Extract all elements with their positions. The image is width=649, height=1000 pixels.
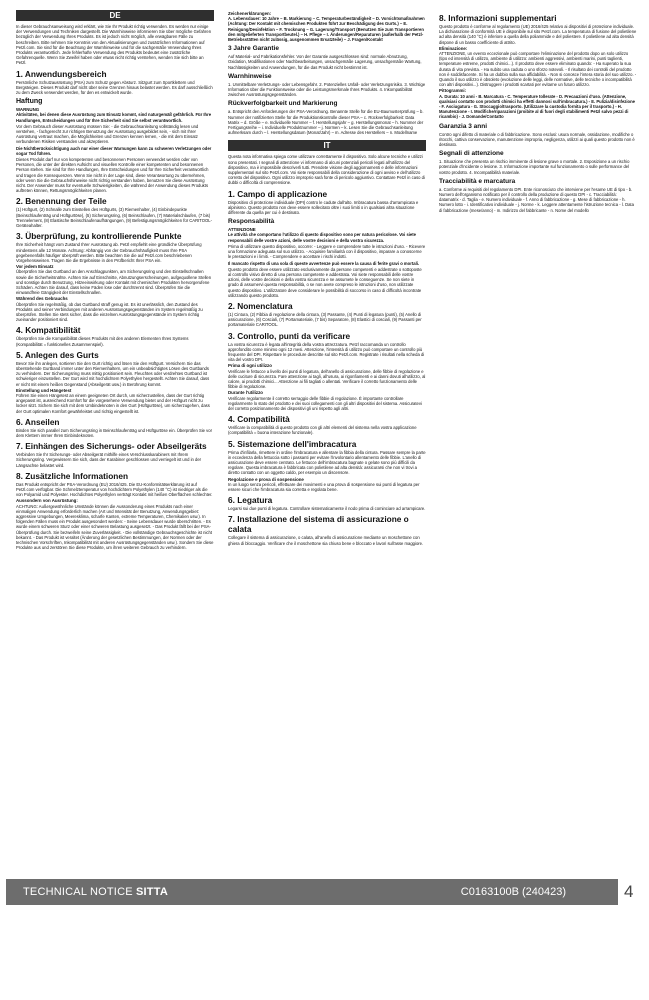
subsection-title: Eliminazione: — [439, 45, 468, 51]
document-title — [23, 886, 168, 899]
subsection-title: Prima di ogni utilizzo — [228, 363, 272, 369]
section-text: 1. Situazione che presenta un rischio imminente di lesione grave o mortale. 2. Esposizione a un rischio potenziale d'incidente o lesione. 3. Informazione importante sul funzionamento o sulle performance del vostro prodotto. 4. Incompatibilità materiale. — [439, 159, 630, 175]
section-text: a. Conforme ai requisiti del regolamento DPI. Ente riconosciuto che interviene per l'esame UE di tipo - b. Numero dell'organismo notificato per il controllo della produzione di questo DPI - c. Tracciabilità: datamatrix - d. Taglia - e. Numero individuale - f. Anno di fabbricazione - g. Mese di fabbricazione - h. Numero lotto - i. Identificativo individuale - j. Norme - k. Leggere attentamente l'istruzione tecnica - l. Data di fabbricazione (mese/anno) - m. Indirizzo del fabbricante - n. Nome del modello — [439, 186, 634, 213]
section-text: Überprüfen Sie die Kompatibilität dieses Produkts mit den anderen Elementen Ihres Systems (Kompatibilität = funktionelles Zusammenspiel). — [16, 336, 189, 347]
section-text: Verificare le fettucce a livello dei punti di legatura, dell'anello di assicurazione, delle fibbie di regolazione e delle cuciture di sicurezza. Fare attenzione ai tagli, all'usura, ai rigonfiamenti e ai danni dovuti all'utilizzo, al calore, ai prodotti chimici... Attenzione ai fili tagliati o allentati. Verificare il corretto funzionamento delle fibbie di regolazione. — [228, 368, 426, 390]
section-text: Verificare la compatibilità di questo prodotto con gli altri elementi del sistema nella vostra applicazione (compatibilità = buona interazione funzionale). — [228, 425, 417, 436]
subsection-title: Vor jedem Einsatz — [16, 264, 54, 270]
warning-text: Die Nichtberücksichtigung auch nur einer dieser Warnungen kann zu schweren Verletzungen oder sogar Tod führen. — [16, 145, 212, 156]
section-text: Collegare il sistema di assicurazione, o calata, all'anello di assicurazione mediante un moschettone con ghiera di bloccaggio. Verificare che il moschettone sia chiuso bene e bloccato e lavori sull'asse maggiore. — [228, 535, 424, 546]
section-title: 8. Informazioni supplementari — [439, 13, 557, 23]
subsection-title: 3 Jahre Garantie — [228, 45, 279, 53]
intro-text: Questa nota informativa spiega come utilizzare correttamente il dispositivo. Solo alcune tecniche e utilizzi sono presentati. I segnali di attenzione vi informano di alcuni potenziali pericoli legati all'utilizzo del dispositivo, ma è impossibile descriverli tutti. Prendete visione degli aggiornamenti e delle informazioni supplementari sul sito Petzl.com. Voi siete responsabili della considerazione di ogni avviso e dell'utilizzo corretto del dispositivo. Ogni utilizzo improprio sarà fonte di pericolo aggiuntivo. Contattare Petzl in caso di dubbi o difficoltà di comprensione. — [228, 154, 425, 186]
page-number: 4 — [624, 882, 634, 901]
section-text: Überprüfen Sie das Gurtband an den Anschlagpunkten, am Sicherungsring und den Einstellschnallen sowie die Sicherheitsnähte. Achten Sie auf Einschnitte, Abnutzungserscheinungen, aufgequollene Stellen und sonstige durch Benutzung, Hitzeeinwirkung oder Kontakt mit chemischen Produkten hervorgerufene Schäden. Achten Sie darauf, dass keine Fäden lose oder durchtrennt sind. Überprüfen Sie die einwandfreie Gängigkeit der Einstellschnallen. — [16, 269, 212, 296]
section-text: Ihre Sicherheit hängt vom Zustand Ihrer Ausrüstung ab. Petzl empfiehlt eine gründliche Überprüfung mindestens alle 12 Monate. Achtung: Abhängig von der Gebrauchshäufigkeit muss Ihre PSA gegebenenfalls häufiger überprüft werden. Bitte beachten Sie die auf Petzl.com beschriebenen Vorgehensweisen. Tragen Sie die Ergebnisse in den Prüfbericht Ihrer PSA ein. — [16, 242, 202, 263]
subsection-title: Segnali di attenzione — [439, 150, 504, 158]
section-title: 4. Kompatibilität — [16, 325, 81, 336]
section-text: 1. Unmittelbare Verletzungs- oder Lebensgefahr. 2. Potenzielles Unfall- oder Verletzungsrisiko. 3. Wichtige Information über die Funktionsweise oder die Leistungsmerkmale Ihres Produkts. 4. Inkompatibilität zwischen Ausrüstungsgegenständen. — [228, 81, 426, 98]
section-text: Überprüfen Sie regelmäßig, ob das Gurtband straff genug ist. Es ist unerlässlich, den Zustand des Produkts und seiner Verbindungen mit anderen Ausrüstungsgegenständen im System regelmäßig zu überprüfen. Stellen Sie stets sicher, dass die einzelnen Ausrüstungsgegenstände im System richtig zueinander positioniert sind. — [16, 301, 203, 323]
section-text: A. Durata: 10 anni - B. Marcatura - C. Temperature tollerate - D. Precauzioni d'uso. (Attenzione, qualsiasi contatto con prodotti chimici ha effetti dannosi sull'imbracatura.) - E. Pulizia/disinfezione - F. Asciugatura - G. Stoccaggio/trasporto. (Utilizzare la custodia fornita per il trasporto.) - H. Manutenzione - I. Modifiche/riparazioni (proibite al di fuori degli stabilimenti Petzl salvo pezzi di ricambio) - J. Domande/Contatto — [439, 93, 635, 120]
section-text: Binden Sie sich parallel zum Sicherungsring in Beinschlaufenträg und Hüftgurtöse ein. Überprüfen Sie vor dem Klettern immer Ihren Einbindeknoten. — [16, 427, 212, 438]
section-text: Auf Material- und Fabrikationsfehler. Von der Garantie ausgeschlossen sind: normale Abnutzung, Oxidation, Modifikationen oder Nachbearbeitungen, unsachgemäße Lagerung, unsachgemäße Wartung, Nachlässigkeiten und Anwendungen, für die das Produkt nicht bestimmt ist. — [228, 54, 422, 70]
section-text: ACHTUNG: Außergewöhnliche Umstände können die Aussonderung eines Produkts nach einer einmaligen Anwendung erforderlich machen (Art und Intensität der Benutzung, Anwendungsgebiet: aggressive Umgebungen, Meeresklima, scharfe Kanten, extreme Temperaturen, Chemikalien usw.). In folgenden Fällen muss ein Produkt ausgesondert werden: - Seine Lebensdauer wurde überschritten. - Es wurde einem schweren Sturz oder einer schweren Belastung ausgesetzt. - Das Produkt fällt bei der PSA-Überprüfung durch. Sie bezweifeln seine Zuverlässigkeit. - Die vollständige Gebrauchsgeschichte ist nicht bekannt. - Das Produkt ist veraltet (Änderung der gesetzlichen Bestimmungen, der Normen oder der technischen Vorschriften, Inkompatibilität mit anderen Ausrüstungsgegenständen usw.). Sondern Sie diese Produkte aus und zerstören Sie diese Produkte, um ihren weiteren Gebrauch zu verhindern. — [16, 503, 214, 551]
warning-text: Le attività che comportano l'utilizzo di questo dispositivo sono per natura pericolose. Voi siete responsabili delle vostre azioni, delle vostre decisioni e della vostra sicurezza. — [228, 232, 416, 243]
section-text: A. Lebensdauer: 10 Jahre – B. Markierung – C. Temperaturbeständigkeit – D. Vorsichtsmaßnahmen (Achtung: Der Kontakt mit chemischen Produkten führt zur Beschädigung des Gurts.) – E. Reinigung/Desinfektion – F. Trocknung – G. Lagerung/Transport (Benutzen Sie zum Transportieren den mitgelieferten Transportbeutel.) – H. Pflege – I. Änderungen/Reparaturen (außerhalb der Petzl-Betriebsstätten nicht zulässig, ausgenommen Ersatzteile) – J. Fragen/Kontakt — [228, 16, 425, 43]
warning-label: ATTENZIONE — [228, 227, 256, 233]
section-text: Contro ogni difetto di materiale o di fabbricazione. Sono esclusi: usura normale, ossidazione, modifiche o ritocchi, cattiva conservazione, manutenzione impropria, negligenza, utilizzi ai quali questo prodotto non è destinato. — [439, 131, 635, 148]
subsection-title: Warnhinweise — [228, 72, 272, 80]
section-title: 6. Anseilen — [16, 416, 60, 427]
section-text: ATTENZIONE, un evento eccezionale può comportare l'eliminazione del prodotto dopo un solo utilizzo (tipo ed intensità di utilizzo, ambiente di utilizzo: ambienti aggressivi, ambienti marini, punti taglienti, temperature estreme, prodotti chimici...). Il prodotto deve essere eliminato quando: - Ha superato la sua durata di vita prevista. - Ha subito una caduta o uno sforzo notevoli. - Il risultato dei controlli del prodotto non è soddisfacente. Si ha un dubbio sulla sua affidabilità. - Non si conosce l'intera storia del suo utilizzo. - Quando il suo utilizzo è obsoleto (evoluzione delle leggi, delle normative, delle tecniche o incompatibilità con altri dispositivi...). Distruggere i prodotti scartati per evitarne un futuro utilizzo. — [439, 51, 637, 88]
section-text: (1) Cintura, (2) Fibbia di regolazione della cintura, (3) Passante, (4) Punti di legatura (punti), (5) Anello di assicurazione, (6) Cosciali, (7) Portamateriale, (7 bis) Separatore, (8) Elastici di cosciali, (9) Passanti per portamateriale CARITOOL. — [228, 311, 422, 328]
section-text: Prima d'infilarla, rimettere in ordine l'imbracatura e allentare la fibbia della cintura. Passare sempre la parte in eccedenza della fettuccia sotto i passanti per evitare l'involontario allentamento delle fibbie. L'anello di assicurazione deve essere centrato. Le fettucce dell'imbracatura bagnate o gelate sono più difficili da regolare. Questa imbracatura è fabbricata con polietilene ad alta densità: assicurarsi che non vi trovi a diretto contatto con un oggetto caldo, per esempio un discensore. — [228, 449, 426, 476]
section-text: Bevor Sie ihn anlegen, sortieren Sie den Gurt richtig und lösen Sie den Hüftgurt. Versichern Sie das überstehende Gurtband immer unter den Riemenhaltern, um ein unbeabsichtigtes Lösen des Gurtbands zu verhindern. Der Sicherungsring muss mittig positioniert sein. Fleuchtes oder verdrehtes Gurtband ist schwieriger einzustellen. Der Gurt wird mit hochdichtem Polyethylen hergestellt. Achten Sie darauf, dass er nicht mit einem heißen Gegenstand (Abseilgerät usw.) in Berührung kommt. — [16, 360, 210, 387]
section-text: a. Entspricht den Anforderungen der PSA-Verordnung. Benannte Stelle für die EU-Baumusterprüfung – b. Nummer der notifizierten Stelle für die Produktionskontrolle dieser PSA – c. Rückverfolgbarkeit: Data Matrix – d. Größe – e. Individuelle Nummer – f. Herstellungsjahr – g. Herstellungsmonat – h. Nummer der Fertigungsreihe – i. Individuelle Produktnummer – j. Normen – k. Lesen Sie die Gebrauchsanleitung aufmerksam durch – l. Herstellungsdatum (Monat/Jahr) – m. Adresse des Herstellers – n. Modellname — [228, 109, 424, 136]
section-title: 3. Überprüfung, zu kontrollierende Punkte — [16, 231, 182, 242]
subsection-title: Responsabilità — [228, 218, 275, 226]
warning-label: WARNUNG — [16, 107, 40, 113]
section-title: 7. Einhängen des Sicherungs- oder Abseilgeräts — [16, 441, 207, 452]
section-title: 1. Campo di applicazione — [228, 188, 328, 199]
warning-text: Aktivitäten, bei denen diese Ausrüstung zum Einsatz kommt, sind naturgemäß gefährlich. Für Ihre Handlungen, Entscheidungen und für Ihre Sicherheit sind Sie selbst verantwortlich. — [16, 112, 212, 123]
section-title: 6. Legatura — [228, 495, 273, 506]
document-title-prefix: TECHNICAL NOTICE — [23, 886, 137, 898]
section-text: Das Produkt entspricht der PSA-Verordnung (EU) 2016/425. Die EU-Konformitätserklärung ist auf Petzl.com verfügbar. Die Schmelztemperatur von hochdichtem Polyethylen (140 °C) ist niedriger als die von Polyamid und Polyester. Hochdichtes Polyethylen verträgt Kontakt mit heißen Oberflächen schlechter. — [16, 481, 213, 498]
section-title: 5. Anlegen des Gurts — [16, 349, 99, 360]
section-text: Prima di utilizzare questo dispositivo, occorre: - Leggere e comprendere tutte le istruzioni d'uso. - Ricevere una formazione adeguata sul suo utilizzo. - Acquisire familiarità con il dispositivo, imparare a conoscerne le prestazioni e i limiti. - Comprendere e accettare i rischi indotti. — [228, 243, 426, 260]
section-title: 5. Sistemazione dell'imbracatura — [228, 438, 357, 449]
subsection-title: Einstellung und Hängetest — [16, 387, 72, 393]
section-text: Persönliche Schutzausrüstung (PSA) zum Schutz gegen Absturz. Sitzgurt zum Sportklettern und Bergsteigen. Dieses Produkt darf nicht über seine Grenzen hinaus belastet werden. Es darf ausschließlich zu dem Zweck verwendet werden, für den es entwickelt wurde. — [16, 79, 213, 96]
warning-text: Il mancato rispetto di una sola di queste avvertenze può essere la causa di ferite gravi o mortali. — [228, 260, 420, 266]
section-title: 7. Installazione del sistema di assicurazione o calata — [228, 514, 409, 535]
section-text: Dieses Produkt darf nur von kompetenten und besonnenen Personen verwendet werden oder von Personen, die unter der direkten Aufsicht und visuellen Kontrolle einer kompetenten und besonnenen Person stehen. Sie sind für Ihre Handlungen, Ihre Entscheidungen und für Ihre Sicherheit verantwortlich und tragen die Konsequenzen. Wenn Sie nicht in der Lage sind, diese Verantwortung zu übernehmen, oder wenn Sie die Gebrauchshinweise nicht richtig verstanden haben, benutzen Sie diese Ausrüstung nicht. Der Anwender muss für eventuelle Schwierigkeiten, die während der Anwendung dieses Produkts auftreten können, Rettungsmöglichkeiten planen. — [16, 157, 209, 194]
section-text: (1) Hüftgurt, (2) Schnalle zum Einstellen des Hüftgurts, (3) Riemenhalter, (4) Einbindepunkte (Beinschlaufenträg und Hüftgurtöse), (5) Sicherungsring, (6) Beinschlaufen, (7) Materialschlaufen, (7 bis) Trennelement, (8) Elastische Beinschlaufenaufhängungen, (9) Befestigungsmöglichkeiten für CARITOOL-Geräteahalter. — [16, 207, 212, 229]
section-title: 1. Anwendungsbereich — [16, 68, 107, 79]
subsection-title: Regolazione e prova di sospensione — [228, 476, 304, 482]
language-header-de: DE — [16, 10, 214, 21]
column-german-italian — [228, 10, 426, 870]
section-title: 3. Controllo, punti da verificare — [228, 330, 351, 341]
section-text: Dispositivo di protezione individuale (DPI) contro le cadute dall'alto. Imbracatura bassa d'arrampicata e alpinismo. Questo prodotto non deve essere sollecitato oltre i suoi limiti o in qualsiasi altra situazione differente da quella per cui è destinato. — [228, 199, 419, 216]
section-title: 4. Compatibilità — [228, 414, 290, 425]
column-italian — [439, 10, 637, 870]
subsection-title: Aussondern von Ausrüstung: — [16, 498, 78, 504]
section-text: Questo prodotto è conforme al regolamento (UE) 2016/425 relativo ai dispositivi di protezione individuale. La dichiarazione di conformità UE è disponibile sul sito Petzl.com. La temperatura di fusione del polietilene ad alta densità (140 °C) è inferiore a quella della poliammide e del poliestere. Il polietilene ad alta densità dispone di un basso coefficiente di attrito. — [439, 24, 637, 45]
page-footer — [0, 879, 649, 905]
subsection-title: Haftung — [16, 98, 43, 106]
subsection-title: Rückverfolgbarkeit und Markierung — [228, 100, 338, 108]
subsection-title: Pittogrammi: — [439, 88, 467, 94]
section-text: In un luogo senza pericoli, effettuare dei movimenti e una prova di sospensione sui punti di legatura per essere sicuri che l'imbracatura sia corretta e regolata bene. — [228, 481, 420, 492]
section-text: Verificare regolarmente il corretto serraggio delle fibbie di regolazione. È importante controllare regolarmente lo stato del prodotto e dei suoi collegamenti con gli altri dispositivi del sistema. Assicuratevi del corretto posizionamento dei dispositivi gli uni rispetto agli altri. — [228, 395, 422, 411]
section-title: 2. Benennung der Teile — [16, 196, 107, 207]
footer-bar — [6, 879, 618, 905]
product-name: SITTA — [136, 886, 168, 898]
section-text: Führen Sie einen Hängetest an einem geeigneten Ort durch, um sicherzustellen, dass der Gurt richtig angepasst ist, ausreichend Komfort für die vorgesehene Verwendung bietet und der Hüftgurt nicht zu locker sitzt. Sichern Sie sich mit dem Umbindeknoten in den Gurt (Hüftgurtöse), um sicherzugehen, dass der Gurt optimalen Komfort gewährleistet und richtig eingestellt ist. — [16, 392, 210, 414]
subsection-title: Tracciabilità e marcatura — [439, 177, 516, 185]
subsection-title: Während des Gebrauchs — [16, 296, 68, 302]
intro-text: In dieser Gebrauchsanweisung wird erklärt, wie Sie Ihr Produkt richtig verwenden. Es werden nur einige der Verwendungen und Techniken dargestellt. Die Warnhinweise informieren Sie über mögliche Gefahren bezüglich der Verwendung Ihres Produkts. Es ist jedoch nicht möglich, alle erwägbaren Fälle zu beschreiben. Bitte nehmen Sie Kenntnis von den Aktualisierungen und zusätzlichen Informationen auf Petzl.com. Sie sind für die Beachtung der Warnhinweise und für die sachgemäße Verwendung Ihres Produkts verantwortlich. Jede fehlerhafte Verwendung des Produkts bedeutet eine zusätzliche Gefahrenquelle. Wenn Sie Zweifel haben oder etwas nicht richtig verstehen, wenden Sie sich bitte an Petzl. — [16, 24, 212, 66]
column-german — [16, 10, 214, 870]
language-header-it: IT — [228, 140, 426, 151]
section-title: 2. Nomenclatura — [228, 300, 293, 311]
subsection-title: Garanzia 3 anni — [439, 122, 488, 130]
section-text: Questo prodotto deve essere utilizzato esclusivamente da persone competenti e addestrate o sottoposte al controllo visivo diretto di una persona competente e addestrata. Voi siete responsabili delle vostre azioni, delle vostre decisioni e della vostra sicurezza e ne assumete le conseguenze. Se non siete in grado di assumervi questa responsabilità, o se non avete compreso le istruzioni d'uso, non utilizzate questo dispositivo. L'utilizzatore deve considerare le possibilità di soccorso in caso di difficoltà incontrate utilizzando questo prodotto. — [228, 266, 422, 298]
section-title: 8. Zusätzliche Informationen — [16, 470, 129, 481]
section-text: Legarsi sui due punti di legatura. Controllare sistematicamente il nodo prima di cominciare ad arrampicare. — [228, 506, 426, 512]
subsection-title: Zeichenerklärungen: — [228, 11, 272, 16]
section-text: La vostra sicurezza è legata all'integrità della vostra attrezzatura. Petzl raccomanda un controllo approfondito come minimo ogni 12 mesi. Attenzione, l'intensità di utilizzo può comportare un controllo più frequente del DPI. Rispettare le procedure descritte sul sito Petzl.com. Registrate i risultati nella scheda di vita del vostro DPI. — [228, 341, 425, 363]
subsection-title: Durante l'utilizzo — [228, 390, 263, 396]
document-reference: C0163100B (240423) — [460, 886, 566, 898]
section-text: Verbinden Sie Ihr Sicherungs- oder Abseilgerät mithilfe eines Verschlusskarabiners mit Ihrem Sicherungsring. Vergewissern Sie sich, dass der Karabiner geschlossen und verriegelt ist und in der Längsachse belastet wird. — [16, 452, 202, 468]
section-text: Vor dem Gebrauch dieser Ausrüstung müssen Sie: - die Gebrauchsanleitung vollständig lesen und verstehen, - fachgerecht zur richtigen Benutzung der Ausrüstung ausgebildet sein, - sich mit Ihrer Ausrüstung vertraut machen, die Möglichkeiten und Grenzen kennen lernen, - die mit dem Einsatz verbundenen Risiken verstanden und akzeptieren. — [16, 123, 199, 145]
